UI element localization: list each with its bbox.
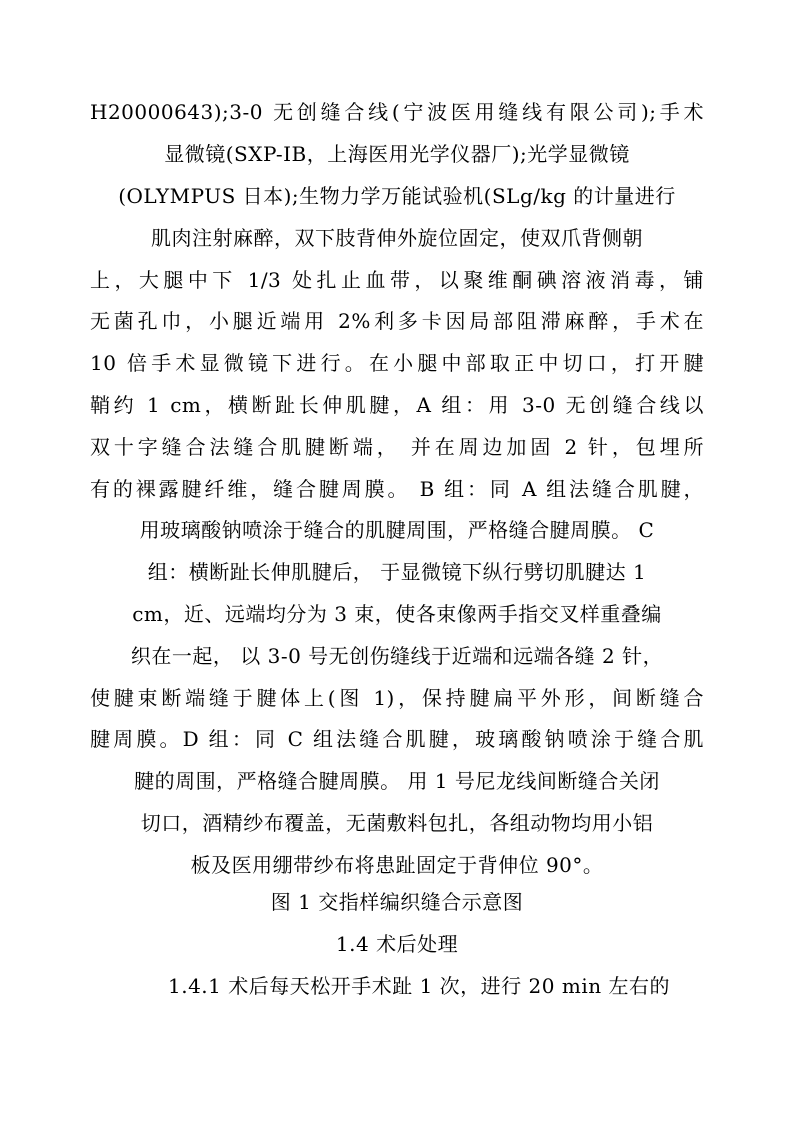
body-line-7: 10 倍手术显微镜下进行。在小腿中部取正中切口，打开腱 bbox=[90, 351, 704, 375]
body-line-15: 使腱束断端缝于腱体上(图 1)，保持腱扁平外形，间断缝合 bbox=[90, 686, 704, 710]
body-line-6: 无菌孔巾，小腿近端用 2%利多卡因局部阻滞麻醉，手术在 bbox=[90, 309, 704, 333]
subsection-first-line: 1.4.1 术后每天松开手术趾 1 次，进行 20 min 左右的 bbox=[168, 974, 670, 998]
body-line-13: cm，近、远端均分为 3 束，使各束像两手指交叉样重叠编 bbox=[132, 602, 662, 626]
body-line-5: 上，大腿中下 1/3 处扎止血带，以聚维酮碘溶液消毒，铺 bbox=[90, 268, 704, 292]
body-line-12: 组：横断趾长伸肌腱后， 于显微镜下纵行劈切肌腱达 1 bbox=[147, 560, 647, 584]
body-line-3: (OLYMPUS 日本);生物力学万能试验机(SLg/kg 的计量进行 bbox=[118, 184, 676, 208]
body-line-4: 肌肉注射麻醉，双下肢背伸外旋位固定，使双爪背侧朝 bbox=[151, 226, 643, 250]
body-line-11: 用玻璃酸钠喷涂于缝合的肌腱周围，严格缝合腱周膜。 C bbox=[139, 518, 655, 542]
figure-caption: 图 1 交指样编织缝合示意图 bbox=[270, 890, 524, 914]
body-line-14: 织在一起， 以 3-0 号无创伤缝线于近端和远端各缝 2 针， bbox=[130, 644, 664, 668]
section-heading: 1.4 术后处理 bbox=[335, 932, 459, 956]
body-line-17: 腱的周围，严格缝合腱周膜。 用 1 号尼龙线间断缝合关闭 bbox=[134, 769, 660, 793]
body-line-2: 显微镜(SXP-IB，上海医用光学仪器厂);光学显微镜 bbox=[164, 142, 630, 166]
body-line-19: 板及医用绷带纱布将患趾固定于背伸位 90°。 bbox=[190, 853, 604, 877]
body-line-9: 双十字缝合法缝合肌腱断端， 并在周边加固 2 针，包埋所 bbox=[90, 435, 704, 459]
body-line-16: 腱周膜。D 组：同 C 组法缝合肌腱，玻璃酸钠喷涂于缝合肌 bbox=[90, 727, 704, 751]
body-line-8: 鞘约 1 cm，横断趾长伸肌腱，A 组：用 3-0 无创缝合线以 bbox=[90, 393, 704, 417]
body-line-18: 切口，酒精纱布覆盖，无菌敷料包扎，各组动物均用小铝 bbox=[140, 811, 654, 835]
body-line-10: 有的裸露腱纤维，缝合腱周膜。 B 组：同 A 组法缝合肌腱， bbox=[90, 477, 704, 501]
body-line-1: H20000643);3-0 无创缝合线(宁波医用缝线有限公司);手术 bbox=[90, 100, 704, 124]
